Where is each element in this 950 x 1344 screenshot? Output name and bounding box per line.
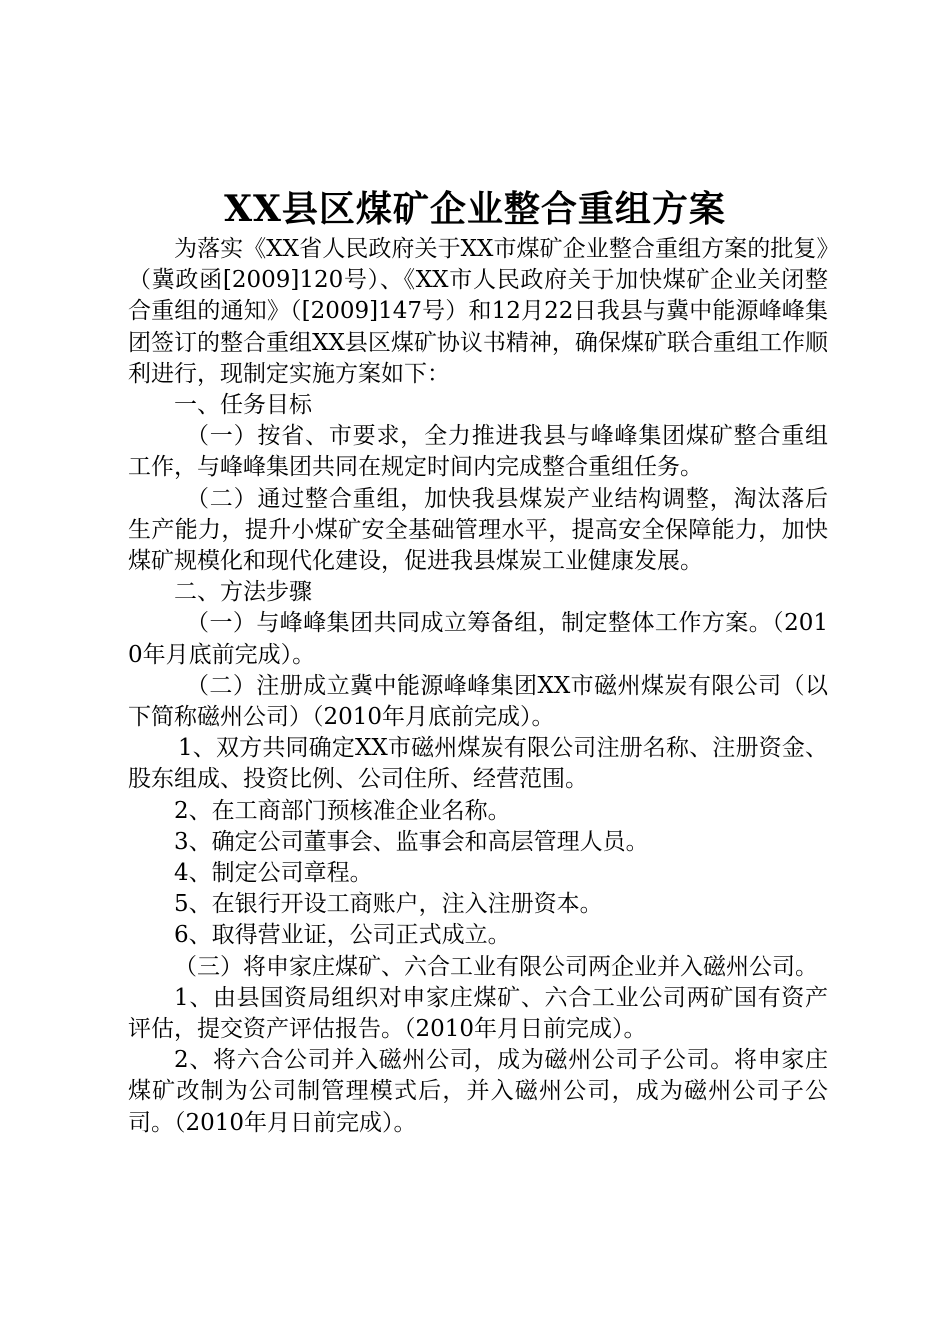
- document-title: XX县区煤矿企业整合重组方案: [224, 188, 726, 230]
- substep-2-3: 3、确定公司董事会、监事会和高层管理人员。: [174, 828, 649, 855]
- goal-paragraph-1: （一）按省、市要求，全力推进我县与峰峰集团煤矿整合重组工作，与峰峰集团共同在规定时间内完成整合重组任务。: [128, 423, 828, 481]
- substep-3-2: 2、将六合公司并入磁州公司，成为磁州公司子公司。将申家庄煤矿改制为公司制管理模式后，并入磁州公司，成为磁州公司子公司。（2010年月日前完成）。: [128, 1047, 828, 1136]
- substep-2-1: 1、双方共同确定XX市磁州煤炭有限公司注册名称、注册资金、股东组成、投资比例、公司住所、经营范围。: [128, 735, 828, 793]
- substep-2-5: 5、在银行开设工商账户，注入注册资本。: [174, 891, 603, 918]
- intro-paragraph: 为落实《XX省人民政府关于XX市煤矿企业整合重组方案的批复》（冀政函[2009]120号）、《XX市人民政府关于加快煤矿企业关闭整合重组的通知》（[2009]147号）和12月22日我县与冀中能源峰峰集团签订的整合重组XX县区煤矿协议书精神，确保煤矿联合重组工作顺利进行，现制定实施方案如下：: [128, 236, 828, 387]
- section-heading-goals: 一、任务目标: [174, 392, 312, 419]
- goal-paragraph-2: （二）通过整合重组，加快我县煤炭产业结构调整，淘汰落后生产能力，提升小煤矿安全基础管理水平，提高安全保障能力，加快煤矿规模化和现代化建设，促进我县煤炭工业健康发展。: [128, 485, 828, 575]
- section-heading-steps: 二、方法步骤: [174, 579, 312, 606]
- substep-2-2: 2、在工商部门预核准企业名称。: [174, 797, 511, 824]
- step-paragraph-2: （二）注册成立冀中能源峰峰集团XX市磁州煤炭有限公司（以下简称磁州公司）（2010年月底前完成）。: [128, 672, 828, 731]
- step-paragraph-3: （三）将申家庄煤矿、六合工业有限公司两企业并入磁州公司。: [174, 953, 818, 980]
- step-paragraph-1: （一）与峰峰集团共同成立筹备组，制定整体工作方案。（2010年月底前完成）。: [128, 610, 828, 668]
- document-body: [128, 234, 828, 1139]
- substep-3-1: 1、由县国资局组织对申家庄煤矿、六合工业公司两矿国有资产评估，提交资产评估报告。（2010年月日前完成）。: [128, 984, 828, 1043]
- substep-2-6: 6、取得营业证，公司正式成立。: [174, 922, 511, 949]
- substep-2-4: 4、制定公司章程。: [174, 860, 373, 887]
